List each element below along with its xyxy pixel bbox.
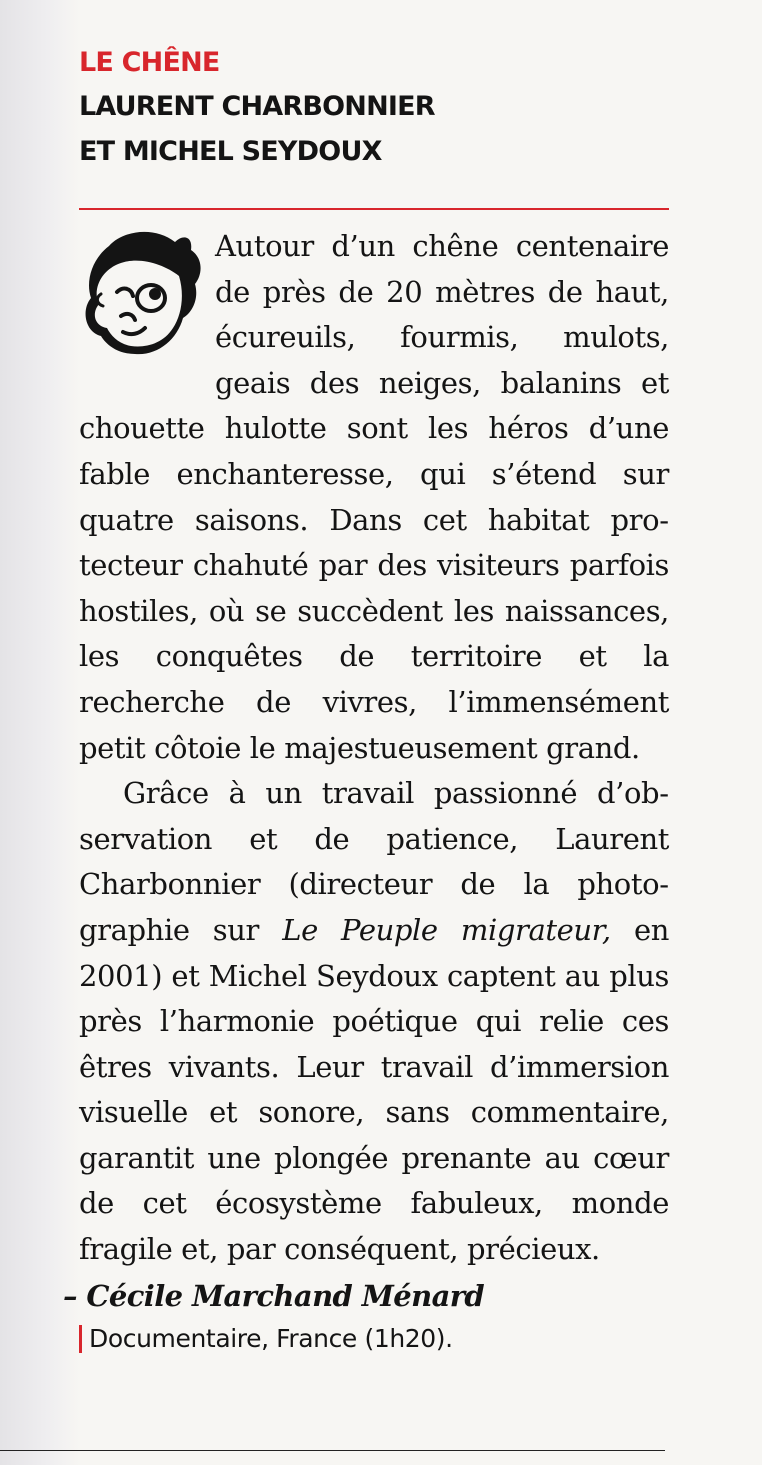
review-body xyxy=(79,224,669,1273)
film-details xyxy=(79,1319,669,1359)
bottom-rule xyxy=(0,1450,665,1451)
film-reference: Le Peuple migrateur, xyxy=(282,912,611,947)
details-marker xyxy=(79,1325,82,1353)
review-author: – Cécile Marchand Ménard xyxy=(63,1278,485,1313)
film-title: LE CHÊNE xyxy=(79,47,220,78)
directors-line-2: ET MICHEL SEYDOUX xyxy=(79,136,382,167)
film-details-text: Documentaire, France (1h20). xyxy=(89,1323,453,1353)
directors-line-1: LAURENT CHARBONNIER xyxy=(79,91,435,122)
title-divider xyxy=(79,208,669,210)
review-paragraph-2 xyxy=(79,771,669,1273)
paragraph-2-start: Grâce à un travail passionné d’observation et de patience, Laurent Charbonnier (directeur de la photographie sur xyxy=(79,776,669,947)
paragraph-2-end: en 2001) et Michel Seydoux captent au plus près l’harmonie poétique qui relie ces êtres vivants. Leur travail d’immersion visuelle et sonore, sans commentaire, garantit une plongée prenante au cœur de cet écosystème fabuleux, monde fragile et, par conséquent, précieux. xyxy=(79,912,669,1267)
facing-page-bleed xyxy=(0,0,80,1465)
review-paragraph-1: Autour d’un chêne centenaire de près de 20 mètres de haut, écureuils, fourmis, mulots, geais des neiges, balanins et chouette hulotte sont les héros d’une fable enchanteresse, qui s’étend sur quatre saisons. Dans cet habitat protecteur chahuté par des visiteurs parfois hostiles, où se succèdent les naissances, les conquêtes de territoire et la recherche de vivres, l’immensément petit côtoie le majestueusement grand. xyxy=(79,229,669,765)
review-article xyxy=(63,40,669,1359)
cartoon-face-icon xyxy=(79,228,209,362)
